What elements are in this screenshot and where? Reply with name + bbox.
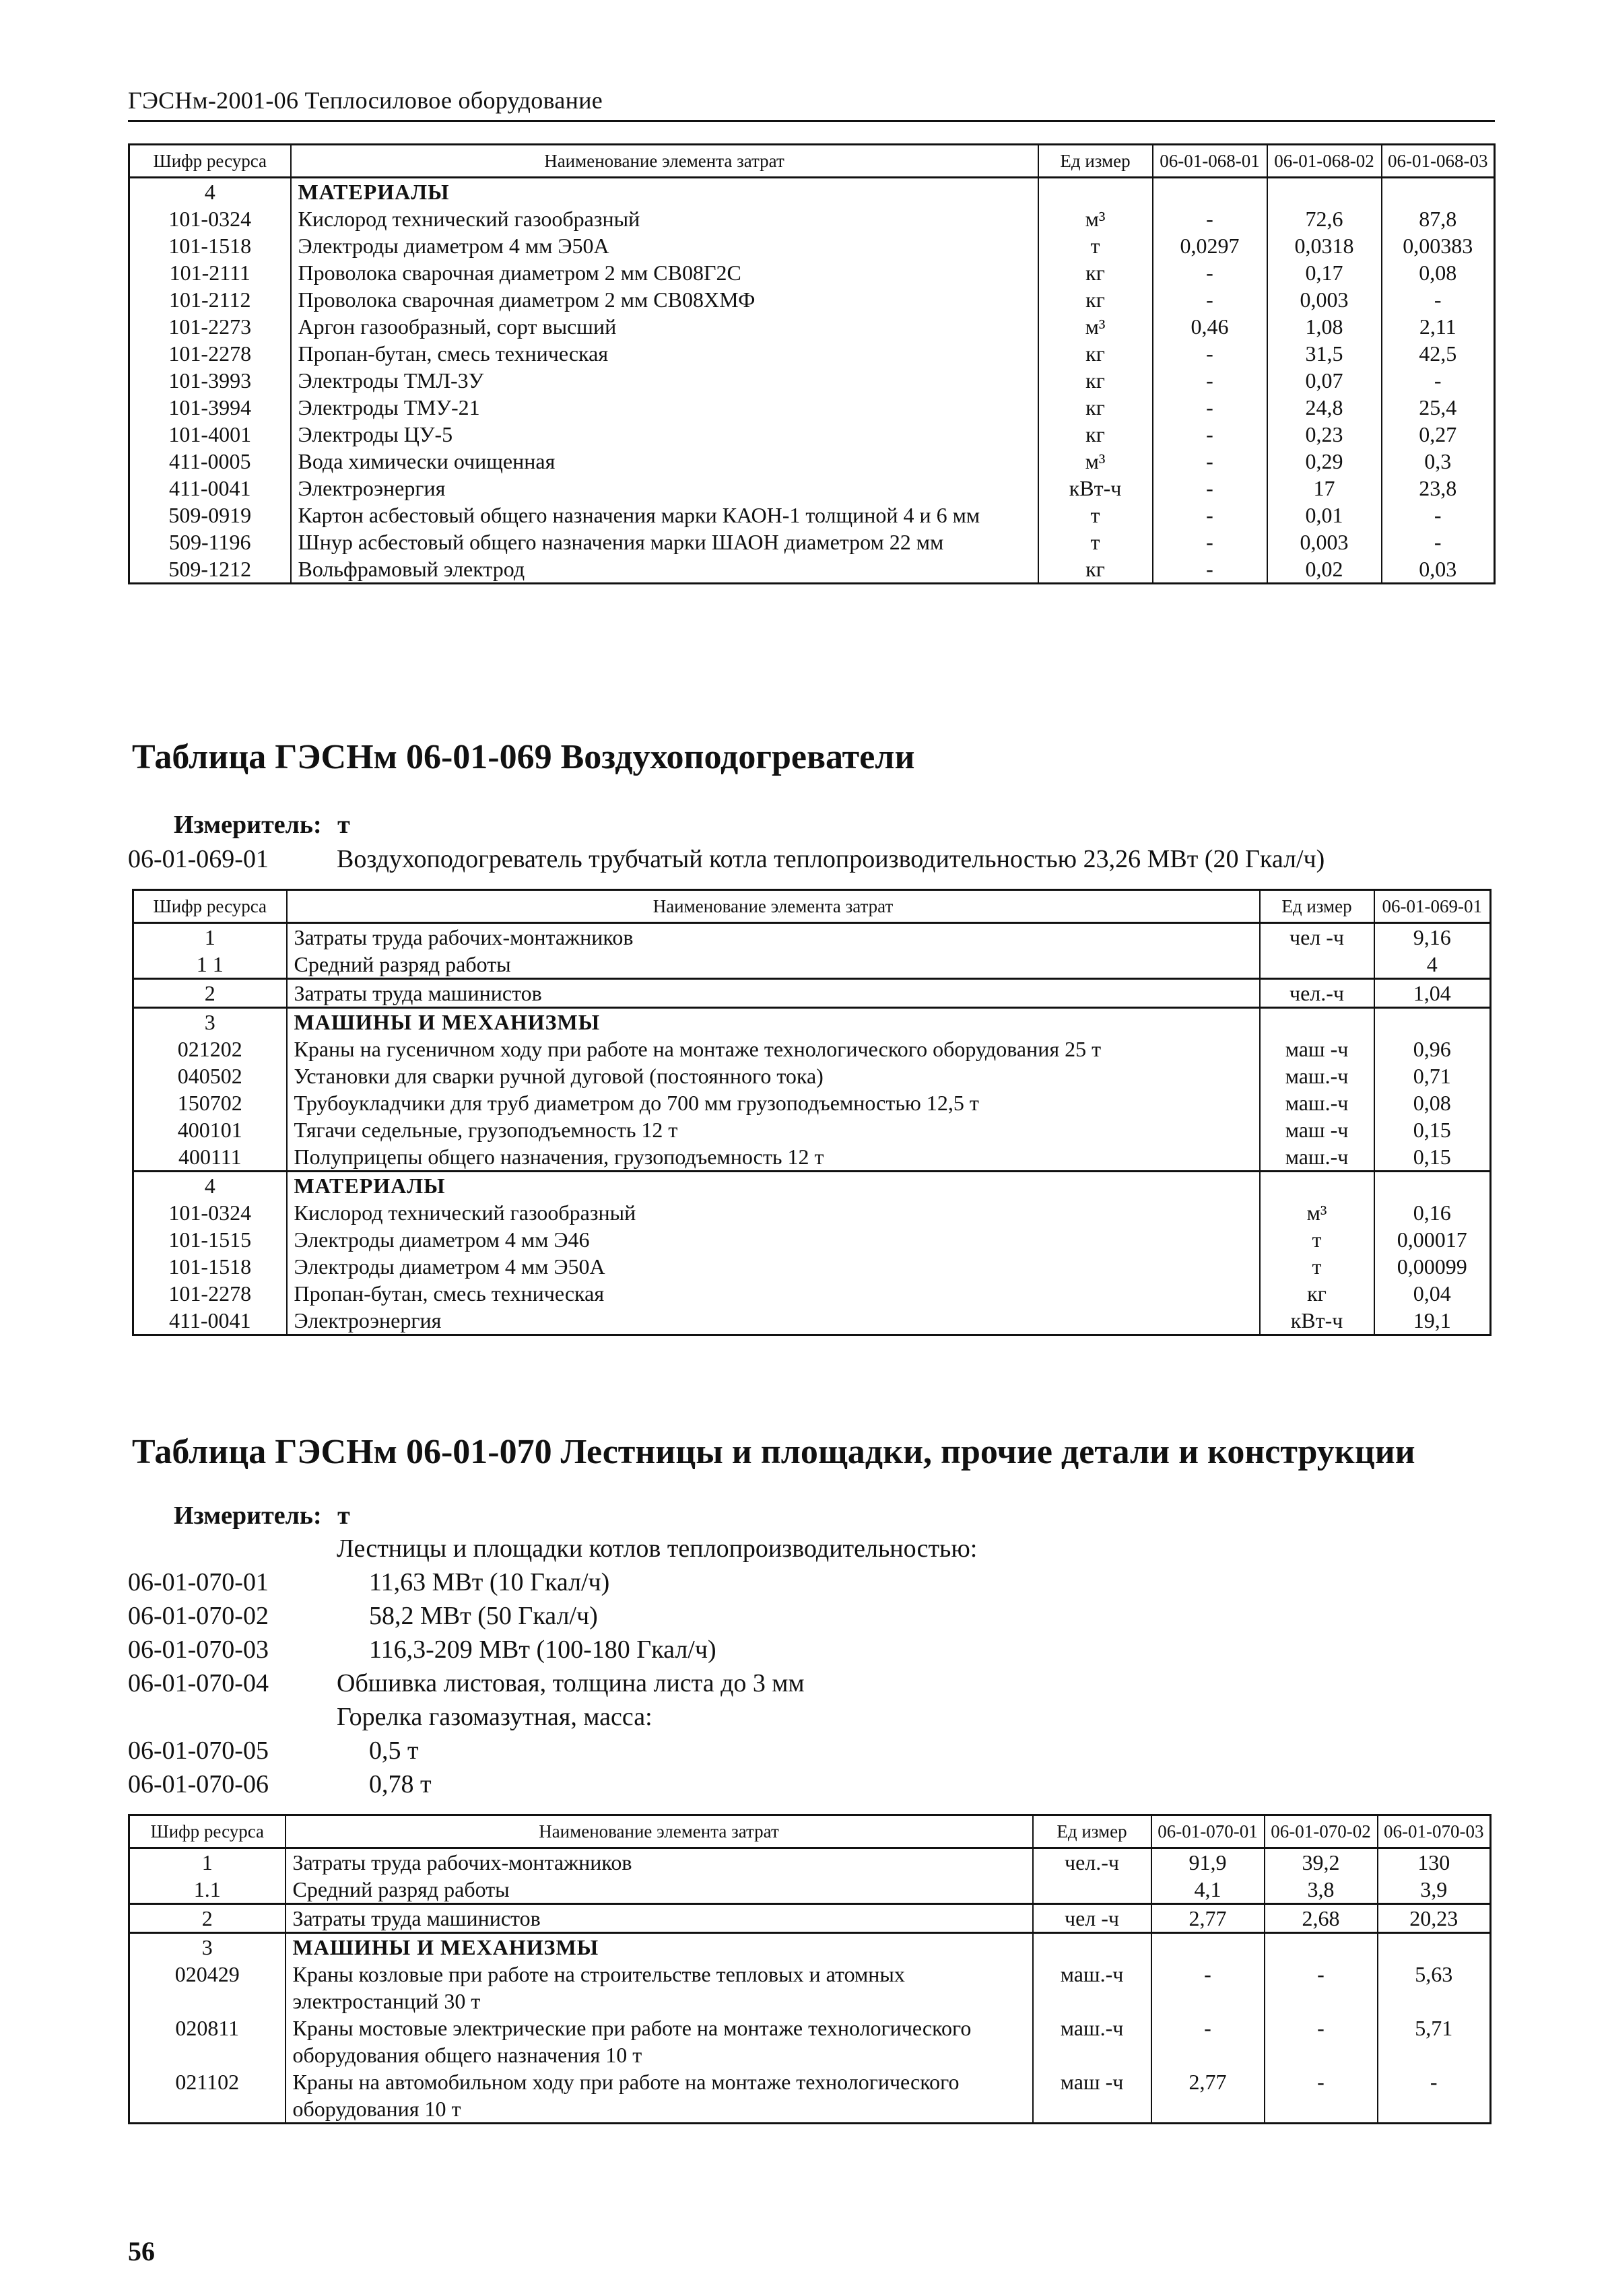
- value-cell: -: [1153, 286, 1267, 313]
- resource-code: 101-1518: [129, 232, 291, 259]
- resource-code: 400101: [133, 1116, 287, 1143]
- cost-element-name: Электроды ЦУ-5: [291, 421, 1038, 448]
- value-cell: 5,71: [1378, 2015, 1491, 2068]
- value-cell: 2,77: [1151, 2068, 1265, 2124]
- resource-code: 2: [133, 979, 287, 1008]
- resource-code: 101-0324: [129, 205, 291, 232]
- unit-cell: маш -ч: [1033, 2068, 1151, 2124]
- resource-code: 101-0324: [133, 1199, 287, 1226]
- unit-cell: чел.-ч: [1260, 979, 1374, 1008]
- header-col-1: 06-01-069-01: [1374, 890, 1491, 923]
- value-cell: [1374, 1172, 1491, 1200]
- unit-cell: [1260, 1172, 1374, 1200]
- table-row: [133, 951, 1491, 979]
- value-cell: [1265, 1933, 1378, 1961]
- unit-cell: [1260, 1008, 1374, 1036]
- header-name: Наименование элемента затрат: [287, 890, 1260, 923]
- value-cell: -: [1382, 286, 1495, 313]
- section-069-item-text: Воздухоподогреватель трубчатый котла теплопроизводительностью 23,26 МВт (20 Гкал/ч): [337, 845, 1325, 873]
- cost-element-name: Краны на автомобильном ходу при работе на монтаже технологического оборудования 10 т: [286, 2068, 1033, 2124]
- meter-label: Измеритель:: [174, 811, 322, 839]
- header-col-2: 06-01-068-02: [1267, 145, 1382, 178]
- value-cell: 2,11: [1382, 313, 1495, 340]
- value-cell: -: [1153, 529, 1267, 555]
- unit-cell: маш.-ч: [1033, 2015, 1151, 2068]
- value-cell: 0,3: [1382, 448, 1495, 475]
- resource-code: 3: [133, 1008, 287, 1036]
- value-cell: 0,00099: [1374, 1253, 1491, 1280]
- resource-code: 101-4001: [129, 421, 291, 448]
- value-cell: -: [1382, 367, 1495, 394]
- cost-element-name: Трубоукладчики для труб диаметром до 700 мм грузоподъемностью 12,5 т: [287, 1089, 1260, 1116]
- section-070-intro: Лестницы и площадки котлов теплопроизводительностью:: [337, 1534, 978, 1563]
- unit-cell: кг: [1038, 286, 1153, 313]
- value-cell: -: [1153, 367, 1267, 394]
- resource-code: 101-2278: [133, 1280, 287, 1307]
- unit-cell: м³: [1260, 1199, 1374, 1226]
- unit-cell: кг: [1038, 555, 1153, 584]
- unit-cell: кг: [1038, 259, 1153, 286]
- table-row: [129, 313, 1495, 340]
- value-cell: 0,02: [1267, 555, 1382, 584]
- unit-cell: [1033, 1876, 1151, 1904]
- value-cell: [1267, 178, 1382, 206]
- cost-element-name: Электроды ТМУ-21: [291, 394, 1038, 421]
- resource-code: 021102: [129, 2068, 286, 2124]
- cost-element-name: Вода химически очищенная: [291, 448, 1038, 475]
- value-cell: -: [1153, 340, 1267, 367]
- value-cell: [1378, 1933, 1491, 1961]
- table-row: [129, 1876, 1491, 1904]
- cost-element-name: Электроды диаметром 4 мм Э50А: [287, 1253, 1260, 1280]
- resource-code: 411-0005: [129, 448, 291, 475]
- section-row: [129, 178, 1495, 206]
- table-068-materials: [128, 143, 1496, 584]
- value-cell: -: [1153, 475, 1267, 502]
- table-row: [133, 1036, 1491, 1062]
- header-col-2: 06-01-070-02: [1265, 1815, 1378, 1848]
- item-code: 06-01-070-04: [128, 1669, 269, 1697]
- unit-cell: кг: [1038, 367, 1153, 394]
- table-070-body: [129, 1848, 1491, 2124]
- value-cell: 1,08: [1267, 313, 1382, 340]
- table-row: [129, 555, 1495, 584]
- table-row: [133, 1253, 1491, 1280]
- value-cell: 0,08: [1382, 259, 1495, 286]
- unit-cell: кг: [1260, 1280, 1374, 1307]
- table-row: [133, 1116, 1491, 1143]
- item-text: 0,78 т: [369, 1770, 432, 1798]
- resource-code: 509-0919: [129, 502, 291, 529]
- value-cell: 91,9: [1151, 1848, 1265, 1877]
- item-text: 0,5 т: [369, 1736, 419, 1765]
- resource-code: 509-1212: [129, 555, 291, 584]
- table-row: [129, 394, 1495, 421]
- cost-element-name: Картон асбестовый общего назначения марки КАОН-1 толщиной 4 и 6 мм: [291, 502, 1038, 529]
- value-cell: 25,4: [1382, 394, 1495, 421]
- value-cell: 0,15: [1374, 1116, 1491, 1143]
- cost-element-name: Электроды ТМЛ-3У: [291, 367, 1038, 394]
- table-070: [128, 1814, 1492, 2124]
- section-row: [129, 1933, 1491, 1961]
- value-cell: 2,68: [1265, 1904, 1378, 1933]
- resource-code: 101-1515: [133, 1226, 287, 1253]
- section-row: [133, 1172, 1491, 1200]
- cost-element-name: Аргон газообразный, сорт высший: [291, 313, 1038, 340]
- table-row: [133, 1089, 1491, 1116]
- table-row: [129, 1961, 1491, 2015]
- unit-cell: [1033, 1933, 1151, 1961]
- resource-code: 101-2111: [129, 259, 291, 286]
- value-cell: -: [1265, 1961, 1378, 2015]
- cost-element-name: Шнур асбестовый общего назначения марки ШАОН диаметром 22 мм: [291, 529, 1038, 555]
- cost-element-name: Кислород технический газообразный: [287, 1199, 1260, 1226]
- resource-code: 040502: [133, 1062, 287, 1089]
- value-cell: 0,23: [1267, 421, 1382, 448]
- value-cell: 19,1: [1374, 1307, 1491, 1335]
- value-cell: 42,5: [1382, 340, 1495, 367]
- resource-code: 101-1518: [133, 1253, 287, 1280]
- cost-element-name: МАТЕРИАЛЫ: [291, 178, 1038, 206]
- item-code: 06-01-070-02: [128, 1602, 269, 1630]
- section-069-heading: Таблица ГЭСНм 06-01-069 Воздухоподогреватели: [132, 738, 915, 776]
- table-row: [129, 286, 1495, 313]
- item-code: 06-01-070-01: [128, 1568, 269, 1596]
- table-row: [133, 979, 1491, 1008]
- section-069-meter: [174, 809, 350, 840]
- resource-code: 1: [133, 923, 287, 951]
- value-cell: 39,2: [1265, 1848, 1378, 1877]
- value-cell: -: [1153, 259, 1267, 286]
- meter-value: т: [337, 1501, 350, 1530]
- resource-code: 1 1: [133, 951, 287, 979]
- table-row: [133, 1280, 1491, 1307]
- value-cell: -: [1153, 448, 1267, 475]
- cost-element-name: Вольфрамовый электрод: [291, 555, 1038, 584]
- unit-cell: кВт-ч: [1260, 1307, 1374, 1335]
- table-row: [129, 1904, 1491, 1933]
- unit-cell: т: [1260, 1226, 1374, 1253]
- value-cell: [1382, 178, 1495, 206]
- value-cell: -: [1265, 2068, 1378, 2124]
- value-cell: 9,16: [1374, 923, 1491, 951]
- cost-element-name: Проволока сварочная диаметром 2 мм СВ08Г2С: [291, 259, 1038, 286]
- unit-cell: чел -ч: [1260, 923, 1374, 951]
- unit-cell: маш.-ч: [1260, 1062, 1374, 1089]
- value-cell: 0,00383: [1382, 232, 1495, 259]
- table-row: [133, 1226, 1491, 1253]
- value-cell: 0,01: [1267, 502, 1382, 529]
- item-code: 06-01-070-05: [128, 1736, 269, 1765]
- value-cell: 0,0297: [1153, 232, 1267, 259]
- meter-value: т: [337, 811, 350, 839]
- header-unit: Ед измер: [1260, 890, 1374, 923]
- unit-cell: м³: [1038, 448, 1153, 475]
- unit-cell: т: [1038, 529, 1153, 555]
- resource-code: 101-2112: [129, 286, 291, 313]
- cost-element-name: Электроэнергия: [287, 1307, 1260, 1335]
- header-col-3: 06-01-070-03: [1378, 1815, 1491, 1848]
- item-text: 11,63 МВт (10 Гкал/ч): [369, 1568, 610, 1596]
- cost-element-name: Пропан-бутан, смесь техническая: [287, 1280, 1260, 1307]
- value-cell: [1151, 1933, 1265, 1961]
- value-cell: 4: [1374, 951, 1491, 979]
- value-cell: -: [1153, 555, 1267, 584]
- value-cell: -: [1265, 2015, 1378, 2068]
- unit-cell: т: [1038, 232, 1153, 259]
- resource-code: 411-0041: [129, 475, 291, 502]
- cost-element-name: Полуприцепы общего назначения, грузоподъемность 12 т: [287, 1143, 1260, 1172]
- value-cell: -: [1151, 1961, 1265, 2015]
- value-cell: 0,04: [1374, 1280, 1491, 1307]
- resource-code: 1: [129, 1848, 286, 1877]
- unit-cell: м³: [1038, 313, 1153, 340]
- table-068-body: [129, 178, 1495, 584]
- table-069-body: [133, 923, 1491, 1335]
- value-cell: 31,5: [1267, 340, 1382, 367]
- cost-element-name: Электроэнергия: [291, 475, 1038, 502]
- table-069: [132, 889, 1492, 1336]
- resource-code: 400111: [133, 1143, 287, 1172]
- value-cell: 0,03: [1382, 555, 1495, 584]
- resource-code: 2: [129, 1904, 286, 1933]
- table-row: [129, 448, 1495, 475]
- resource-code: 150702: [133, 1089, 287, 1116]
- value-cell: 0,003: [1267, 529, 1382, 555]
- item-code: 06-01-070-03: [128, 1635, 269, 1664]
- cost-element-name: Затраты труда рабочих-монтажников: [286, 1848, 1033, 1877]
- section-070-meter: [174, 1500, 350, 1531]
- cost-element-name: МАШИНЫ И МЕХАНИЗМЫ: [287, 1008, 1260, 1036]
- unit-cell: [1038, 178, 1153, 206]
- page-number: 56: [128, 2236, 155, 2266]
- item-text: 116,3-209 МВт (100-180 Гкал/ч): [369, 1635, 716, 1664]
- value-cell: 4,1: [1151, 1876, 1265, 1904]
- item-text: Обшивка листовая, толщина листа до 3 мм: [337, 1669, 805, 1697]
- cost-element-name: Электроды диаметром 4 мм Э46: [287, 1226, 1260, 1253]
- cost-element-name: Затраты труда машинистов: [287, 979, 1260, 1008]
- value-cell: 1,04: [1374, 979, 1491, 1008]
- header-col-1: 06-01-068-01: [1153, 145, 1267, 178]
- value-cell: 0,16: [1374, 1199, 1491, 1226]
- value-cell: 0,003: [1267, 286, 1382, 313]
- value-cell: 0,96: [1374, 1036, 1491, 1062]
- unit-cell: маш.-ч: [1260, 1089, 1374, 1116]
- table-row: [129, 475, 1495, 502]
- value-cell: -: [1382, 529, 1495, 555]
- value-cell: 87,8: [1382, 205, 1495, 232]
- value-cell: 0,71: [1374, 1062, 1491, 1089]
- unit-cell: маш -ч: [1260, 1036, 1374, 1062]
- unit-cell: м³: [1038, 205, 1153, 232]
- value-cell: 0,46: [1153, 313, 1267, 340]
- value-cell: -: [1153, 421, 1267, 448]
- table-row: [129, 529, 1495, 555]
- unit-cell: т: [1038, 502, 1153, 529]
- value-cell: [1374, 1008, 1491, 1036]
- section-row: [133, 1008, 1491, 1036]
- table-row: [129, 367, 1495, 394]
- table-row: [129, 205, 1495, 232]
- cost-element-name: Затраты труда рабочих-монтажников: [287, 923, 1260, 951]
- cost-element-name: Пропан-бутан, смесь техническая: [291, 340, 1038, 367]
- value-cell: -: [1378, 2068, 1491, 2124]
- resource-code: 101-3993: [129, 367, 291, 394]
- resource-code: 020429: [129, 1961, 286, 2015]
- unit-cell: кг: [1038, 340, 1153, 367]
- table-row: [129, 2068, 1491, 2124]
- cost-element-name: Электроды диаметром 4 мм Э50А: [291, 232, 1038, 259]
- value-cell: 0,08: [1374, 1089, 1491, 1116]
- cost-element-name: Краны мостовые электрические при работе на монтаже технологического оборудования общего назначения 10 т: [286, 2015, 1033, 2068]
- unit-cell: маш.-ч: [1260, 1143, 1374, 1172]
- unit-cell: т: [1260, 1253, 1374, 1280]
- cost-element-name: Тягачи седельные, грузоподъемность 12 т: [287, 1116, 1260, 1143]
- value-cell: 3,8: [1265, 1876, 1378, 1904]
- unit-cell: [1260, 951, 1374, 979]
- value-cell: 3,9: [1378, 1876, 1491, 1904]
- resource-code: 101-3994: [129, 394, 291, 421]
- meter-label: Измеритель:: [174, 1501, 322, 1530]
- resource-code: 101-2278: [129, 340, 291, 367]
- value-cell: 0,15: [1374, 1143, 1491, 1172]
- header-name: Наименование элемента затрат: [291, 145, 1038, 178]
- header-code: Шифр ресурса: [129, 145, 291, 178]
- value-cell: -: [1382, 502, 1495, 529]
- value-cell: 23,8: [1382, 475, 1495, 502]
- value-cell: 24,8: [1267, 394, 1382, 421]
- header-code: Шифр ресурса: [129, 1815, 286, 1848]
- value-cell: -: [1153, 502, 1267, 529]
- cost-element-name: Средний разряд работы: [287, 951, 1260, 979]
- unit-cell: кг: [1038, 394, 1153, 421]
- value-cell: [1153, 178, 1267, 206]
- header-unit: Ед измер: [1038, 145, 1153, 178]
- table-row: [129, 421, 1495, 448]
- section-070-intro-2: Горелка газомазутная, масса:: [337, 1703, 652, 1731]
- section-069-item-code: 06-01-069-01: [128, 845, 269, 873]
- table-row: [129, 232, 1495, 259]
- table-row: [133, 1143, 1491, 1172]
- table-row: [133, 923, 1491, 951]
- value-cell: 20,23: [1378, 1904, 1491, 1933]
- value-cell: 0,00017: [1374, 1226, 1491, 1253]
- unit-cell: кВт-ч: [1038, 475, 1153, 502]
- section-070-heading: Таблица ГЭСНм 06-01-070 Лестницы и площадки, прочие детали и конструкции: [132, 1433, 1415, 1471]
- header-col-3: 06-01-068-03: [1382, 145, 1495, 178]
- cost-element-name: Установки для сварки ручной дуговой (постоянного тока): [287, 1062, 1260, 1089]
- resource-code: 021202: [133, 1036, 287, 1062]
- value-cell: 130: [1378, 1848, 1491, 1877]
- running-head: ГЭСНм-2001-06 Теплосиловое оборудование: [128, 81, 1495, 122]
- header-col-1: 06-01-070-01: [1151, 1815, 1265, 1848]
- unit-cell: чел.-ч: [1033, 1848, 1151, 1877]
- cost-element-name: Затраты труда машинистов: [286, 1904, 1033, 1933]
- item-text: 58,2 МВт (50 Гкал/ч): [369, 1602, 598, 1630]
- table-row: [133, 1307, 1491, 1335]
- value-cell: -: [1153, 394, 1267, 421]
- cost-element-name: Краны козловые при работе на строительстве тепловых и атомных электростанций 30 т: [286, 1961, 1033, 2015]
- item-code: 06-01-070-06: [128, 1770, 269, 1798]
- header-name: Наименование элемента затрат: [286, 1815, 1033, 1848]
- cost-element-name: Краны на гусеничном ходу при работе на монтаже технологического оборудования 25 т: [287, 1036, 1260, 1062]
- value-cell: 5,63: [1378, 1961, 1491, 2015]
- cost-element-name: Средний разряд работы: [286, 1876, 1033, 1904]
- header-unit: Ед измер: [1033, 1815, 1151, 1848]
- table-row: [129, 259, 1495, 286]
- value-cell: -: [1153, 205, 1267, 232]
- unit-cell: чел -ч: [1033, 1904, 1151, 1933]
- resource-code: 1.1: [129, 1876, 286, 1904]
- table-row: [129, 340, 1495, 367]
- resource-code: 4: [133, 1172, 287, 1200]
- header-code: Шифр ресурса: [133, 890, 287, 923]
- value-cell: 0,07: [1267, 367, 1382, 394]
- table-row: [129, 1848, 1491, 1877]
- cost-element-name: МАТЕРИАЛЫ: [287, 1172, 1260, 1200]
- resource-code: 4: [129, 178, 291, 206]
- resource-code: 411-0041: [133, 1307, 287, 1335]
- value-cell: 2,77: [1151, 1904, 1265, 1933]
- value-cell: 0,17: [1267, 259, 1382, 286]
- unit-cell: маш.-ч: [1033, 1961, 1151, 2015]
- table-row: [129, 502, 1495, 529]
- cost-element-name: МАШИНЫ И МЕХАНИЗМЫ: [286, 1933, 1033, 1961]
- value-cell: 0,29: [1267, 448, 1382, 475]
- value-cell: 0,27: [1382, 421, 1495, 448]
- cost-element-name: Проволока сварочная диаметром 2 мм СВ08ХМФ: [291, 286, 1038, 313]
- table-row: [133, 1199, 1491, 1226]
- resource-code: 509-1196: [129, 529, 291, 555]
- table-row: [129, 2015, 1491, 2068]
- value-cell: 0,0318: [1267, 232, 1382, 259]
- resource-code: 3: [129, 1933, 286, 1961]
- value-cell: 17: [1267, 475, 1382, 502]
- cost-element-name: Кислород технический газообразный: [291, 205, 1038, 232]
- resource-code: 101-2273: [129, 313, 291, 340]
- unit-cell: кг: [1038, 421, 1153, 448]
- value-cell: -: [1151, 2015, 1265, 2068]
- resource-code: 020811: [129, 2015, 286, 2068]
- value-cell: 72,6: [1267, 205, 1382, 232]
- table-row: [133, 1062, 1491, 1089]
- unit-cell: маш -ч: [1260, 1116, 1374, 1143]
